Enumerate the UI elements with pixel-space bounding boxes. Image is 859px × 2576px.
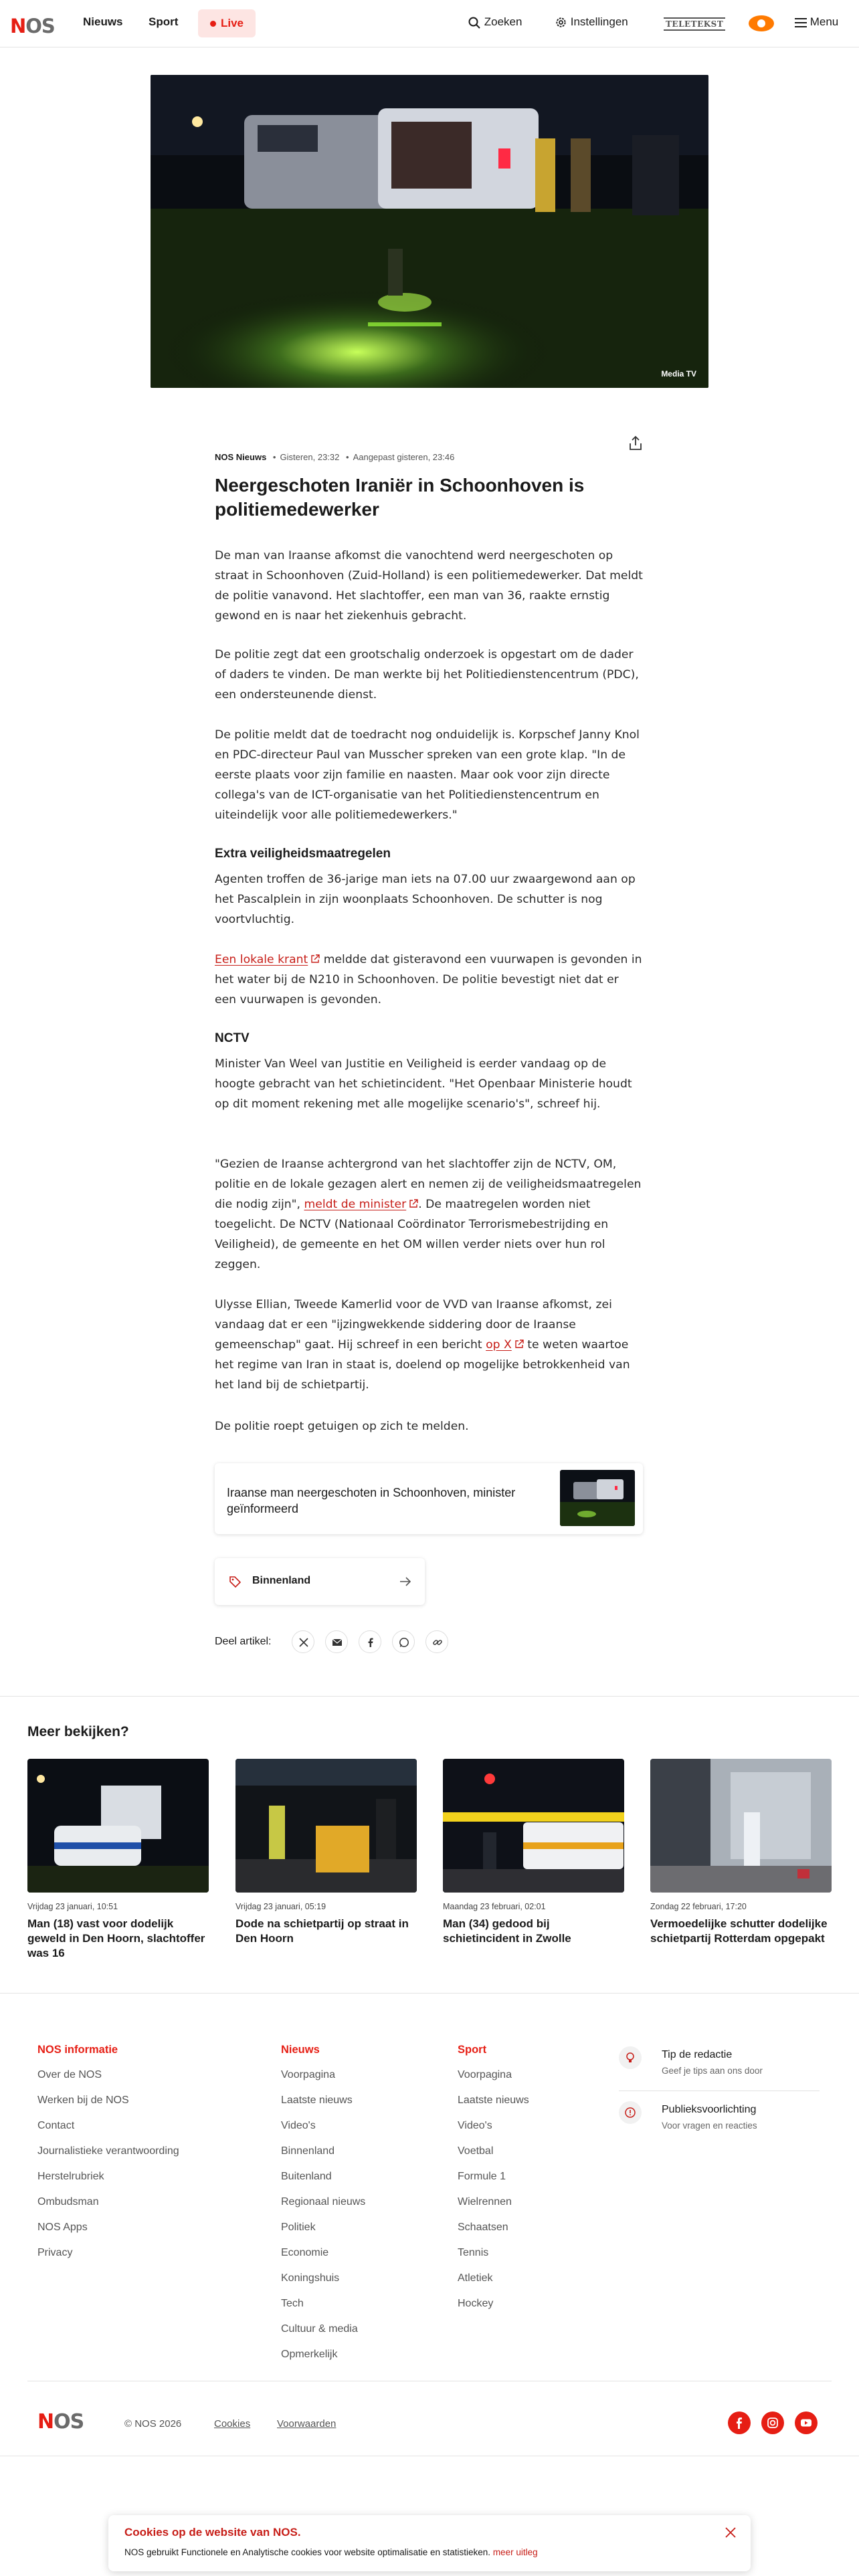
share-email-button[interactable] <box>325 1630 348 1653</box>
meldt-minister-link[interactable]: meldt de minister <box>304 1198 419 1211</box>
tag-binnenland[interactable] <box>215 1558 425 1605</box>
paragraph-1: De man van Iraanse afkomst die vanochtend werd neergeschoten op straat in Schoonhoven (Zuid-Holland) is een politiemedewerker. Dat meldt de politie vanavond. Het slachtoffer, een man van 36, raakte ernstig gewond en is naar het ziekenhuis gebracht. <box>215 549 643 623</box>
more-card-title: Man (18) vast voor dodelijk geweld in Den Hoorn, slachtoffer was 16 <box>27 1917 205 1959</box>
site-header <box>0 0 859 47</box>
cookie-more-link[interactable]: meer uitleg <box>492 2547 538 2557</box>
nav-nieuws[interactable]: Nieuws <box>83 15 123 28</box>
whatsapp-icon <box>399 1637 409 1648</box>
article-updated: Aangepast gisteren, 23:46 <box>353 452 455 462</box>
more-card[interactable] <box>235 1759 417 1946</box>
footer-link[interactable]: Werken bij de NOS <box>37 2095 129 2106</box>
more-card-image <box>235 1759 417 1893</box>
cookie-body: NOS gebruikt Functionele en Analytische cookies voor website optimalisatie en statistieken. meer uitleg <box>124 2547 538 2557</box>
related-article-thumbnail <box>560 1470 635 1526</box>
paragraph-7: "Gezien de Iraanse achtergrond van het slachtoffer zijn de NCTV, OM, politie en de lokale gezagen alert en nemen zij de veiligheidsmaatregelen die nodig zijn", meldt de minister . De maatregelen worden niet toegelicht. De NCTV (Nationaal Coördinator Terrorismebestrijding en Veiligheid), de gemeente en het OM willen verder niets over hun rol zeggen. <box>215 1158 642 1271</box>
live-label: Live <box>221 17 244 29</box>
paragraph-6: Minister Van Weel van Justitie en Veiligheid is eerder vandaag op de hoogte gebracht van het schietincident. "Het Openbaar Ministerie houdt op dit moment rekening met alle mogelijke scenario's", schreef hij. <box>215 1057 632 1111</box>
more-card[interactable] <box>443 1759 624 1946</box>
footer-link[interactable]: Hockey <box>458 2298 494 2309</box>
tag-label: Binnenland <box>252 1575 311 1586</box>
footer-link[interactable]: Cultuur & media <box>281 2323 358 2335</box>
footer-link[interactable]: Tennis <box>458 2247 489 2258</box>
copyright: © NOS 2026 <box>124 2418 182 2430</box>
search-button[interactable] <box>468 15 522 29</box>
youtube-button[interactable] <box>795 2411 818 2434</box>
more-heading: Meer bekijken? <box>27 1724 129 1739</box>
more-card[interactable] <box>27 1759 209 1961</box>
share-icon[interactable] <box>627 435 644 452</box>
external-link-icon <box>409 1199 418 1208</box>
close-icon[interactable] <box>723 2525 739 2541</box>
instagram-icon <box>761 2411 784 2434</box>
teletekst-logo[interactable]: TELETEKST <box>664 17 725 31</box>
footer-link[interactable]: Atletiek <box>458 2272 493 2284</box>
menu-label: Menu <box>809 15 839 28</box>
footer-link[interactable]: Tech <box>281 2298 304 2309</box>
footer-nos-logo[interactable]: NOS <box>37 2410 84 2434</box>
article-source: NOS Nieuws <box>215 452 267 462</box>
footer-link[interactable]: Privacy <box>37 2247 73 2258</box>
share-label: Deel artikel: <box>215 1636 272 1647</box>
subheading-nctv: NCTV <box>215 1031 250 1045</box>
article-meta: NOS Nieuws • Gisteren, 23:32 • Aangepast gisteren, 23:46 <box>215 452 455 462</box>
footer-link[interactable]: Voetbal <box>458 2145 494 2157</box>
gear-icon <box>555 16 567 29</box>
footer-col-title: Nieuws <box>281 2044 320 2056</box>
photo-credit: Media TV <box>661 369 696 379</box>
youtube-icon <box>795 2411 818 2434</box>
hero-image <box>151 75 708 388</box>
more-card-date: Vrijdag 23 januari, 05:19 <box>235 1902 326 1911</box>
facebook-icon <box>728 2411 751 2434</box>
search-label: Zoeken <box>484 15 522 28</box>
live-button[interactable] <box>198 9 256 37</box>
crime-scene-photo <box>151 75 708 388</box>
more-card-title: Man (34) gedood bij schietincident in Zwolle <box>443 1917 571 1945</box>
footer-col-nos-informatie <box>37 2044 179 2272</box>
footer-link[interactable]: Opmerkelijk <box>281 2349 338 2360</box>
more-card-image <box>443 1759 624 1893</box>
external-link-icon <box>310 954 320 964</box>
npo-start-icon[interactable] <box>747 14 775 33</box>
more-card[interactable] <box>650 1759 832 1946</box>
paragraph-5-text: meldde dat gisteravond een vuurwapen is gevonden in het water bij de N210 in Schoonhoven. De politie bevestigt niet dat er een vuurwapen is gevonden. <box>215 953 642 1006</box>
share-copy-link-button[interactable] <box>425 1630 448 1653</box>
more-card-date: Zondag 22 februari, 17:20 <box>650 1902 747 1911</box>
nos-logo[interactable]: NOS <box>10 15 55 37</box>
cookie-banner <box>108 2515 751 2571</box>
paragraph-5 <box>215 950 643 1010</box>
footer-link[interactable]: Formule 1 <box>458 2171 506 2182</box>
paragraph-3: De politie meldt dat de toedracht nog onduidelijk is. Korpschef Janny Knol en PDC-directeur Paul van Musscher spreken van een grote klap. "In de eerste plaats voor zijn familie en naasten. Maar ook voor zijn directe collega's van de ICT-organisatie van het Politiedienstencentrum en uiteindelijk voor alle politiemedewerkers." <box>215 728 640 822</box>
more-card-date: Maandag 23 februari, 02:01 <box>443 1902 546 1911</box>
footer-cookies-link[interactable]: Cookies <box>214 2418 251 2430</box>
divider <box>0 1993 859 1994</box>
footer-link[interactable]: Regionaal nieuws <box>281 2196 366 2208</box>
more-card-image <box>27 1759 209 1893</box>
settings-label: Instellingen <box>570 15 628 28</box>
share-x-button[interactable] <box>292 1630 314 1653</box>
share-facebook-button[interactable] <box>359 1630 381 1653</box>
more-card-title: Dode na schietpartij op straat in Den Hoorn <box>235 1917 409 1945</box>
footer-link[interactable]: Laatste nieuws <box>458 2095 529 2106</box>
paragraph-2: De politie zegt dat een grootschalig onderzoek is opgestart om de dader of daders te vinden. De man werkte bij het Politiedienstencentrum (PDC), een ondersteunende dienst. <box>215 648 639 702</box>
menu-button[interactable] <box>795 15 838 29</box>
op-x-link[interactable]: op X <box>486 1338 524 1352</box>
footer-link[interactable]: Koningshuis <box>281 2272 340 2284</box>
live-dot-icon <box>210 21 216 27</box>
footer-link[interactable]: Economie <box>281 2247 329 2258</box>
footer-link[interactable]: NOS Apps <box>37 2222 88 2233</box>
footer-link[interactable]: Laatste nieuws <box>281 2095 353 2106</box>
nav-sport[interactable]: Sport <box>149 15 179 28</box>
facebook-icon <box>365 1637 376 1648</box>
footer-link[interactable]: Voorpagina <box>281 2069 335 2080</box>
footer-col-title: Sport <box>458 2044 487 2056</box>
more-card-image <box>650 1759 832 1893</box>
footer-link[interactable]: Journalistieke verantwoording <box>37 2145 179 2157</box>
more-card-title: Vermoedelijke schutter dodelijke schietpartij Rotterdam opgepakt <box>650 1917 828 1945</box>
article-title: Neergeschoten Iraniër in Schoonhoven is politiemedewerker <box>215 475 585 520</box>
tag-icon <box>228 1575 242 1588</box>
footer-link[interactable]: Wielrennen <box>458 2196 512 2208</box>
divider <box>0 1696 859 1697</box>
facebook-button[interactable] <box>728 2411 751 2434</box>
publieksvoorlichting-link[interactable] <box>619 2101 820 2135</box>
article-time: Gisteren, 23:32 <box>280 452 340 462</box>
x-icon <box>298 1637 309 1648</box>
hamburger-icon <box>795 17 807 28</box>
footer-link[interactable]: Contact <box>37 2120 75 2131</box>
footer-link[interactable]: Video's <box>458 2120 492 2131</box>
footer-col-title: NOS informatie <box>37 2044 118 2056</box>
tip-title: Tip de redactie <box>662 2049 733 2060</box>
tip-subtitle: Geef je tips aan ons door <box>662 2066 763 2076</box>
pub-title: Publieksvoorlichting <box>662 2104 757 2115</box>
paragraph-4: Agenten troffen de 36-jarige man iets na 07.00 uur zwaargewond aan op het Pascalplein in zijn woonplaats Schoonhoven. De schutter is nog voortvluchtig. <box>215 873 636 926</box>
footer-link[interactable]: Schaatsen <box>458 2222 508 2233</box>
link-icon <box>432 1637 443 1648</box>
footer-col-nieuws <box>281 2044 365 2374</box>
footer-link[interactable]: Binnenland <box>281 2145 335 2157</box>
footer-col-sport <box>458 2044 529 2323</box>
arrow-right-icon <box>399 1577 411 1586</box>
footer-link[interactable]: Voorpagina <box>458 2069 512 2080</box>
external-link-icon <box>514 1339 524 1349</box>
footer-link[interactable]: Ombudsman <box>37 2196 99 2208</box>
related-article-card[interactable] <box>215 1463 643 1534</box>
settings-button[interactable] <box>555 15 628 29</box>
more-card-date: Vrijdag 23 januari, 10:51 <box>27 1902 118 1911</box>
paragraph-9: De politie roept getuigen op zich te melden. <box>215 1420 469 1433</box>
tip-redactie-link[interactable] <box>619 2046 820 2080</box>
instagram-button[interactable] <box>761 2411 784 2434</box>
subheading-veiligheid: Extra veiligheidsmaatregelen <box>215 847 391 861</box>
footer-link[interactable]: Politiek <box>281 2222 316 2233</box>
paragraph-8: Ulysse Ellian, Tweede Kamerlid voor de VVD van Iraanse afkomst, zei vandaag dat er een "ijzingwekkende siddering door de Iraanse gemeenschap" gaat. Hij schreef in een bericht op X te weten waartoe het regime van Iran in staat is, doelend op mogelijke betrokkenheid van het land bij de schietpartij. <box>215 1298 630 1392</box>
lokale-krant-link[interactable]: Een lokale krant <box>215 953 320 966</box>
footer-link[interactable]: Herstelrubriek <box>37 2171 104 2182</box>
footer-link[interactable]: Video's <box>281 2120 316 2131</box>
info-icon <box>619 2101 642 2124</box>
footer-link[interactable]: Over de NOS <box>37 2069 102 2080</box>
footer-terms-link[interactable]: Voorwaarden <box>277 2418 337 2430</box>
search-icon <box>468 16 481 29</box>
lightbulb-icon <box>619 2046 642 2069</box>
divider <box>619 2090 820 2091</box>
mail-icon <box>332 1637 343 1648</box>
footer-link[interactable]: Buitenland <box>281 2171 332 2182</box>
related-article-title: Iraanse man neergeschoten in Schoonhoven, minister geïnformeerd <box>227 1486 516 1515</box>
share-whatsapp-button[interactable] <box>392 1630 415 1653</box>
pub-subtitle: Voor vragen en reacties <box>662 2121 757 2131</box>
cookie-title: Cookies op de website van NOS. <box>124 2526 301 2539</box>
